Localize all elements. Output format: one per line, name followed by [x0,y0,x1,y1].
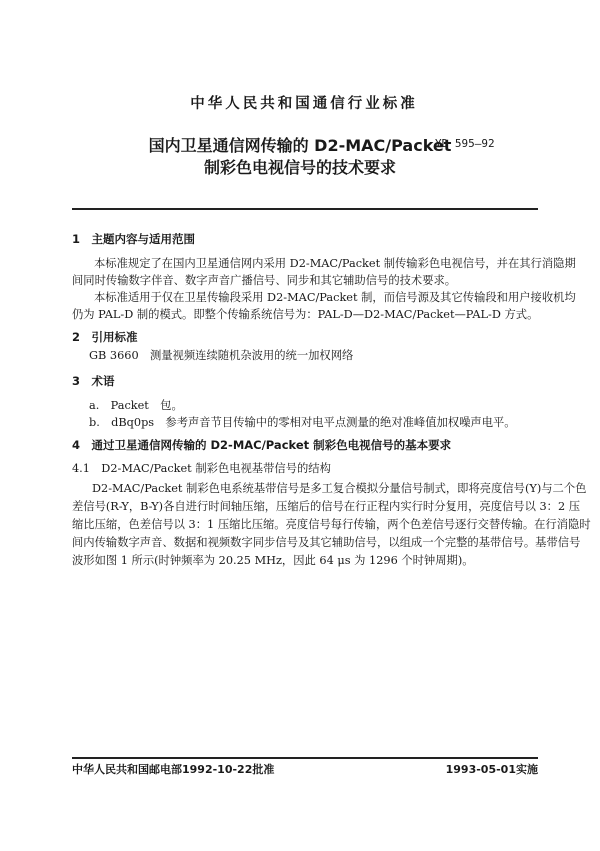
approval-info: 中华人民共和国邮电部1992-10-22批准 [72,763,275,776]
section-3-heading: 3 术语 [72,374,115,388]
header-divider [72,208,538,210]
section-2-heading: 2 引用标准 [72,330,138,344]
paragraph-line: 缩比压缩，色差信号以 3：1 压缩比压缩。亮度信号每行传输，两个色差信号逐行交替传输。在行消隐时 [72,518,591,531]
paragraph-line: 仍为 PAL-D 制的模式。即整个传输系统信号为：PAL-D—D2-MAC/Packet—PAL-D 方式。 [72,308,539,321]
document-title-line-1: 国内卫星通信网传输的 D2-MAC/Packet [148,136,452,155]
paragraph-line: 间内传输数字声音、数据和视频数字同步信号及其它辅助信号，以组成一个完整的基带信号。基带信号 [72,536,581,549]
footer-divider [72,757,538,759]
term-item: a. Packet 包。 [89,399,183,412]
reference-item: GB 3660 测量视频连续随机杂波用的统一加权网络 [89,349,354,362]
section-4-1-heading: 4.1 D2-MAC/Packet 制彩色电视基带信号的结构 [72,462,331,475]
paragraph-line: 差信号(R-Y，B-Y)各自进行时间轴压缩，压缩后的信号在行正程内实行时分复用，亮度信号以 3：2 压 [72,500,581,513]
term-item: b. dBq0ps 参考声音节目传输中的零相对电平点测量的绝对准峰值加权噪声电平。 [89,416,516,429]
effective-date: 1993-05-01实施 [445,763,538,776]
paragraph-line: 间同时传输数字伴音、数字声音广播信号、同步和其它辅助信号的技术要求。 [72,274,457,287]
standard-header: 中华人民共和国通信行业标准 [190,96,418,112]
paragraph-line: 本标准适用于仅在卫星传输段采用 D2-MAC/Packet 制，而信号源及其它传输段和用户接收机均 [94,291,576,304]
paragraph-line: 波形如图 1 所示(时钟频率为 20.25 MHz，因此 64 μs 为 1296 个时钟周期)。 [72,554,474,567]
section-1-heading: 1 主题内容与适用范围 [72,232,196,246]
paragraph-line: D2-MAC/Packet 制彩色电系统基带信号是多工复合模拟分量信号制式，即将亮度信号(Y)与二个色 [92,482,587,495]
paragraph-line: 本标准规定了在国内卫星通信网内采用 D2-MAC/Packet 制传输彩色电视信号，并在其行消隐期 [94,257,576,270]
section-4-heading: 4 通过卫星通信网传输的 D2-MAC/Packet 制彩色电视信号的基本要求 [72,438,452,452]
document-title-line-2: 制彩色电视信号的技术要求 [203,158,396,177]
standard-code: YD 595—92 [435,137,495,150]
